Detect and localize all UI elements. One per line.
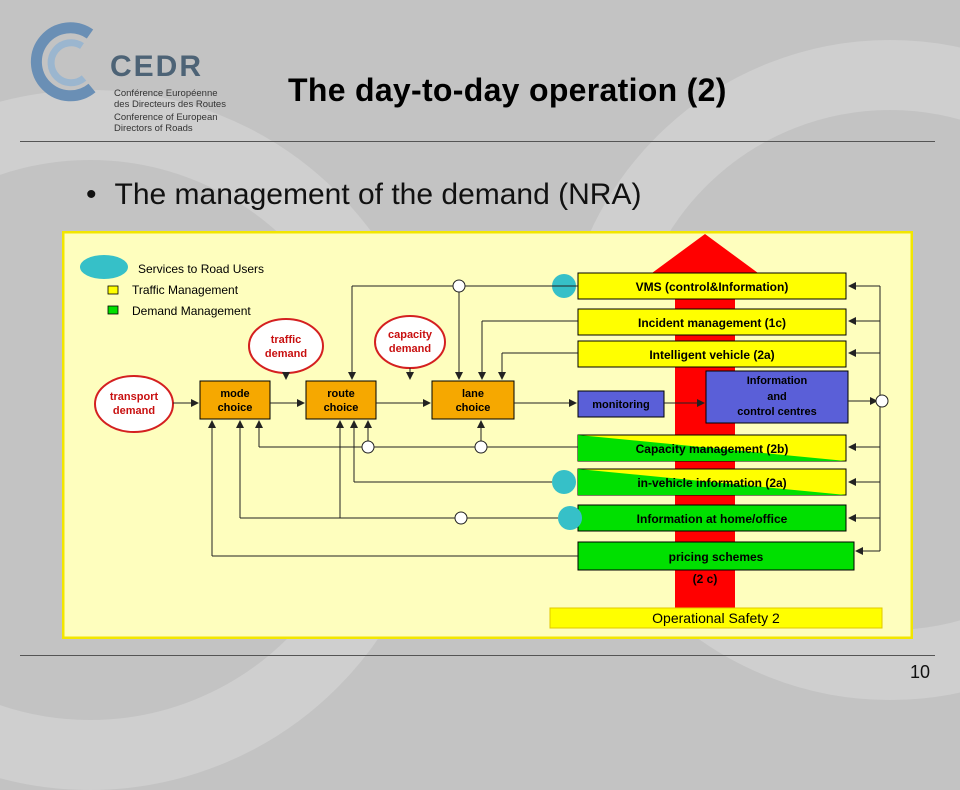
monitoring-label: monitoring (592, 399, 650, 411)
info-centres-line-3: control centres (737, 406, 817, 418)
legend-services-label: Services to Road Users (138, 262, 265, 276)
transport-demand-line-2: demand (112, 405, 156, 417)
legend-demand-label: Demand Management (132, 304, 251, 318)
logo-line-3: Conference of European (114, 112, 218, 123)
logo-line-4: Directors of Roads (114, 123, 193, 134)
demand-management-diagram (62, 231, 913, 639)
transport-demand-line-1: transport (109, 391, 159, 403)
legend-services-icon (80, 255, 128, 279)
capacity-demand-line-1: capacity (387, 329, 433, 341)
traffic-demand-line-1: traffic (270, 334, 302, 346)
capacity-demand-ellipse (375, 316, 445, 368)
lane-choice-line-2: choice (455, 402, 491, 414)
bullet-dot: • (86, 178, 97, 211)
traffic-demand-ellipse (249, 319, 323, 373)
in-vehicle-label: in-vehicle information (2a) (637, 476, 787, 490)
intelligent-label: Intelligent vehicle (2a) (649, 348, 775, 362)
legend-demand-swatch (108, 306, 118, 314)
footer-divider (20, 655, 935, 656)
cedr-logo-icon (30, 22, 110, 102)
transport-demand-ellipse (95, 376, 173, 432)
legend-traffic-swatch (108, 286, 118, 294)
mode-choice-line-2: choice (217, 402, 253, 414)
capacity-demand-line-2: demand (388, 343, 432, 355)
vms-label: VMS (control&Information) (635, 280, 789, 294)
safety-label: Operational Safety 2 (652, 610, 780, 626)
service-marker-home (558, 506, 582, 530)
slide-title: The day-to-day operation (2) (288, 72, 727, 108)
logo-line-1: Conférence Européenne (114, 88, 218, 99)
info-centres-line-2: and (767, 391, 787, 403)
pricing-label: pricing schemes (668, 550, 764, 564)
legend-traffic-label: Traffic Management (132, 283, 239, 297)
service-marker-in-vehicle (552, 470, 576, 494)
bullet-item (86, 178, 641, 212)
bullet-text: The management of the demand (NRA) (114, 178, 642, 211)
lane-choice-line-1: lane (461, 388, 485, 400)
title-divider (20, 141, 935, 142)
arrow-label: (2 c) (692, 572, 718, 586)
page-number: 10 (909, 662, 930, 682)
info-centres-line-1: Information (746, 375, 808, 387)
logo-line-2: des Directeurs des Routes (114, 99, 226, 110)
route-choice-line-2: choice (323, 402, 359, 414)
mode-choice-line-1: mode (220, 388, 250, 400)
junction-circle (876, 395, 888, 407)
capacity-mgmt-label: Capacity management (2b) (635, 442, 789, 456)
route-choice-line-1: route (327, 388, 355, 400)
traffic-demand-line-2: demand (264, 348, 308, 360)
logo-name: CEDR (110, 50, 204, 83)
home-info-label: Information at home/office (636, 512, 788, 526)
incident-label: Incident management (1c) (637, 316, 787, 330)
cedr-logo (30, 20, 260, 134)
